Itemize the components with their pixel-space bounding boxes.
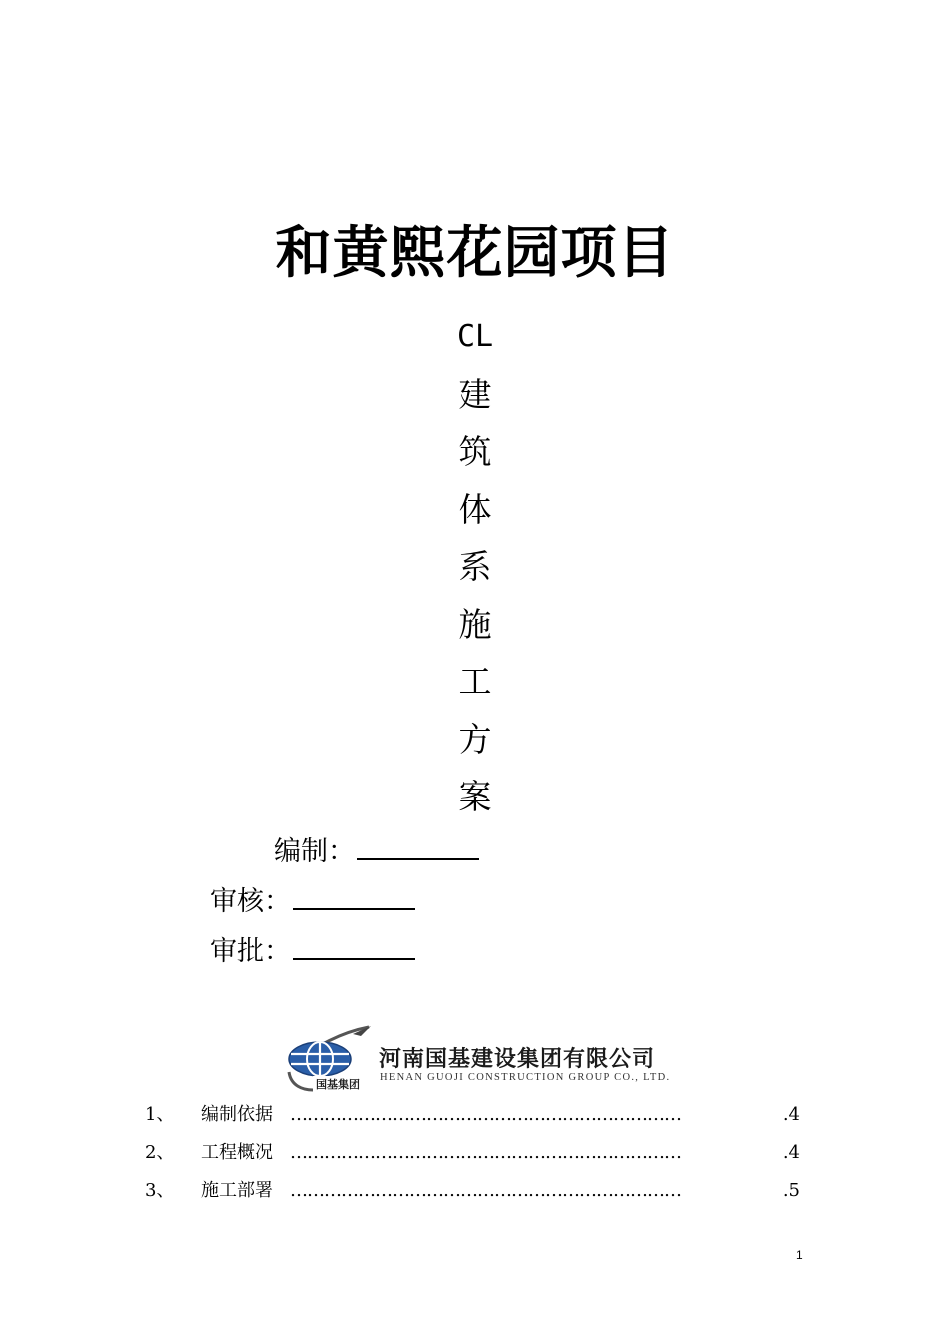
toc-entry[interactable] (145, 1138, 800, 1176)
table-of-contents (145, 1100, 800, 1214)
signature-line-approve (210, 935, 415, 969)
subtitle-char: 体 (458, 489, 492, 529)
toc-number: 2、 (145, 1142, 175, 1163)
subtitle-char: 建 (458, 374, 492, 414)
signature-label: 编制： (274, 836, 355, 867)
signature-blank (357, 857, 479, 860)
signature-label: 审批： (210, 936, 291, 967)
toc-entry[interactable] (145, 1100, 800, 1138)
toc-leader: …………………………………………………………… (290, 1104, 681, 1125)
toc-title: 工程概况 (201, 1142, 273, 1163)
signature-line-review (210, 885, 415, 919)
toc-page: .5 (782, 1180, 800, 1201)
toc-page: .4 (782, 1104, 800, 1125)
signature-label: 审核： (210, 886, 291, 917)
company-english-name: HENAN GUOJI CONSTRUCTION GROUP CO., LTD. (380, 1072, 671, 1083)
subtitle-char: 工 (458, 662, 492, 701)
document-title: 和黄熙花园项目 (275, 221, 675, 286)
toc-leader: …………………………………………………………… (290, 1180, 681, 1201)
signature-blank (293, 957, 415, 960)
toc-leader: …………………………………………………………… (290, 1142, 681, 1163)
toc-number: 1、 (145, 1104, 175, 1125)
subtitle-char: 施 (458, 604, 492, 644)
page-number: 1 (796, 1248, 803, 1262)
toc-title: 编制依据 (201, 1104, 273, 1125)
subtitle-char: CL (456, 319, 494, 354)
toc-page: .4 (782, 1142, 800, 1163)
company-name: 河南国基建设集团有限公司 (379, 1047, 656, 1072)
subtitle-char: 系 (458, 547, 492, 586)
subtitle-char: 案 (458, 777, 492, 816)
vertical-subtitle (425, 308, 525, 826)
signature-blank (293, 907, 415, 910)
toc-title: 施工部署 (201, 1180, 273, 1201)
subtitle-char: 筑 (458, 432, 492, 471)
logo-badge-text: 国基集团 (316, 1078, 360, 1091)
globe-logo-icon (283, 1024, 378, 1094)
signature-line-compile (274, 835, 479, 869)
company-logo (283, 1024, 683, 1094)
toc-entry[interactable] (145, 1176, 800, 1214)
subtitle-char: 方 (458, 719, 492, 759)
toc-number: 3、 (145, 1180, 175, 1201)
